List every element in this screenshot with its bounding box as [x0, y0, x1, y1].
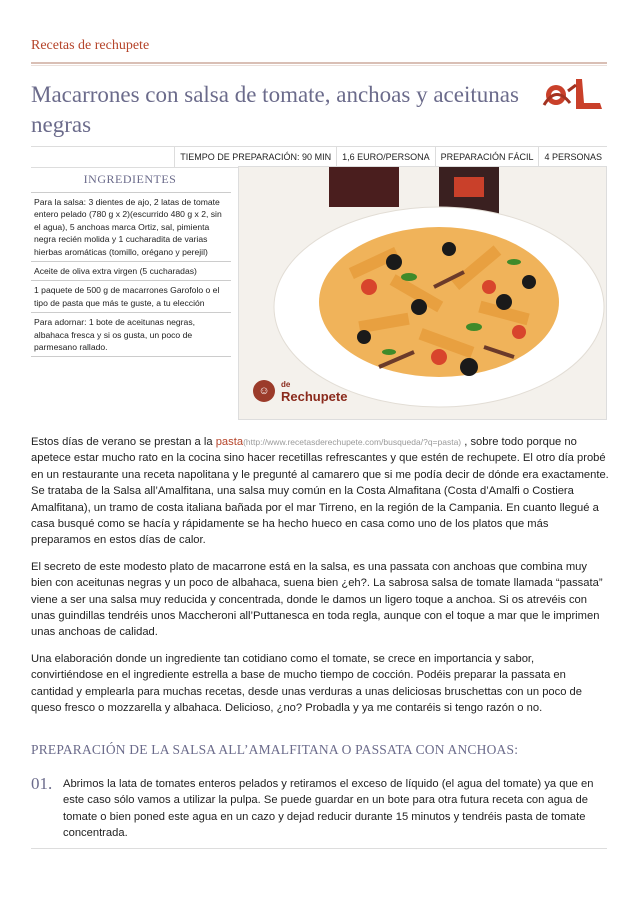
- difficulty: PREPARACIÓN FÁCIL: [435, 147, 539, 167]
- footer-divider: [31, 848, 607, 849]
- pasta-link[interactable]: pasta: [215, 436, 244, 448]
- step-number: 01.: [31, 774, 53, 793]
- watermark-brand: Rechupete: [281, 389, 348, 404]
- ingredients-heading: INGREDIENTES: [83, 172, 177, 186]
- photo-watermark: [253, 379, 347, 403]
- watermark-small: de: [281, 380, 291, 389]
- ingredient-item: Para la salsa: 3 dientes de ajo, 2 latas de tomate entero pelado (780 g x 2)(escurrido 480 g x 2, sin el agua), 5 anchoas marca Ortiz, sal, pimienta negra recién molida y 1 cucharadita de varias hierbas aromáticas (tomillo, orégano y perejil): [31, 193, 231, 262]
- article-paragraph: Una elaboración donde un ingrediente tan cotidiano como el tomate, se crece en importancia y sabor, convirtiéndose en el ingrediente estrella a base de mucho tiempo de cocción. Podéis preparar la passata en cantidad y emplearla para muchas recetas, desde unas verduras a unas deliciosas bruschettas con un poco de queso fresco o mozzarella y albahaca. Delicioso, ¿no? Probadla y ya me contaréis si tengo razón o no.: [31, 652, 583, 715]
- chef-logo-icon: [540, 73, 608, 113]
- pasta-link-url[interactable]: (http://www.recetasderechupete.com/busqueda/?q=pasta): [243, 437, 462, 447]
- site-title[interactable]: Recetas de rechupete: [31, 38, 150, 53]
- watermark-logo-icon: ☺: [253, 380, 275, 402]
- preparation-step: [31, 776, 607, 842]
- article-body: [31, 434, 609, 727]
- ingredient-item: 1 paquete de 500 g de macarrones Garofolo o el tipo de pasta que más te guste, a tu elección: [31, 281, 231, 313]
- ingredient-item: Para adornar: 1 bote de aceitunas negras, albahaca fresca y si os gusta, un poco de parmesano rallado.: [31, 313, 231, 357]
- cost-per-person: 1,6 EURO/PERSONA: [336, 147, 435, 167]
- servings: 4 PERSONAS: [538, 147, 607, 167]
- recipe-meta-bar: [31, 146, 607, 168]
- step-text: Abrimos la lata de tomates enteros pelados y retiramos el exceso de líquido (el agua del tomate) ya que en este caso sólo vamos a utilizar la pulpa. Se puede guardar en un bote para otra futura receta con agua de tomate o bien poned este agua en un cazo y dejad reducir durante 15 minutos y tendréis pasta de tomate concentrada.: [63, 778, 594, 840]
- page-title: Macarrones con salsa de tomate, anchoas y aceitunas negras: [31, 82, 519, 137]
- prep-time: TIEMPO DE PREPARACIÓN: 90 MIN: [174, 147, 336, 167]
- recipe-photo: [238, 166, 607, 420]
- article-paragraph: Estos días de verano se prestan a la pasta(http://www.recetasderechupete.com/busqueda/?q=pasta) , sobre todo porque no apetece estar mucho rato en la cocina sino hacer recetillas refrescantes y que estén de rechupete. El otro día probé en un restaurante una receta napolitana y le pregunté al camarero que si me podía decir de dónde era exactamente. Se trataba de la Salsa all’Amalfitana, una salsa muy común en la Costa Almafitana (Costa d’Amalfi o Costiera Amalfitana), un tramo de costa italiana bañada por el mar Tirreno, en la región de la Campania. En cuanto llegué a casa busqué como se hacía y rápidamente se ha hecho hueco en casa como uno de los platos que más preparamos en estos días de calor.: [31, 436, 609, 547]
- article-paragraph: El secreto de este modesto plato de macarrone está en la salsa, es una passata con anchoas que combina muy bien con aceitunas negras y un poco de albahaca, suena bien ¿eh?. La sabrosa salsa de tomate llamada “passata” viene a ser una salsa muy reducida y concentrada, donde le damos un ligero toque a anchoa. Si os atrevéis con unas guindillas tendréis unos Maccheroni all’Puttanesca en toda regla, aunque con el toque a mar que le imprimen unas anchoas de calidad.: [31, 560, 603, 639]
- header-divider: [31, 62, 607, 64]
- header-divider-thin: [31, 65, 607, 66]
- ingredient-item: Aceite de oliva extra virgen (5 cucharadas): [31, 262, 231, 281]
- ingredients-list: [31, 192, 231, 357]
- preparation-heading: PREPARACIÓN DE LA SALSA ALL’AMALFITANA O PASSATA CON ANCHOAS:: [31, 742, 519, 757]
